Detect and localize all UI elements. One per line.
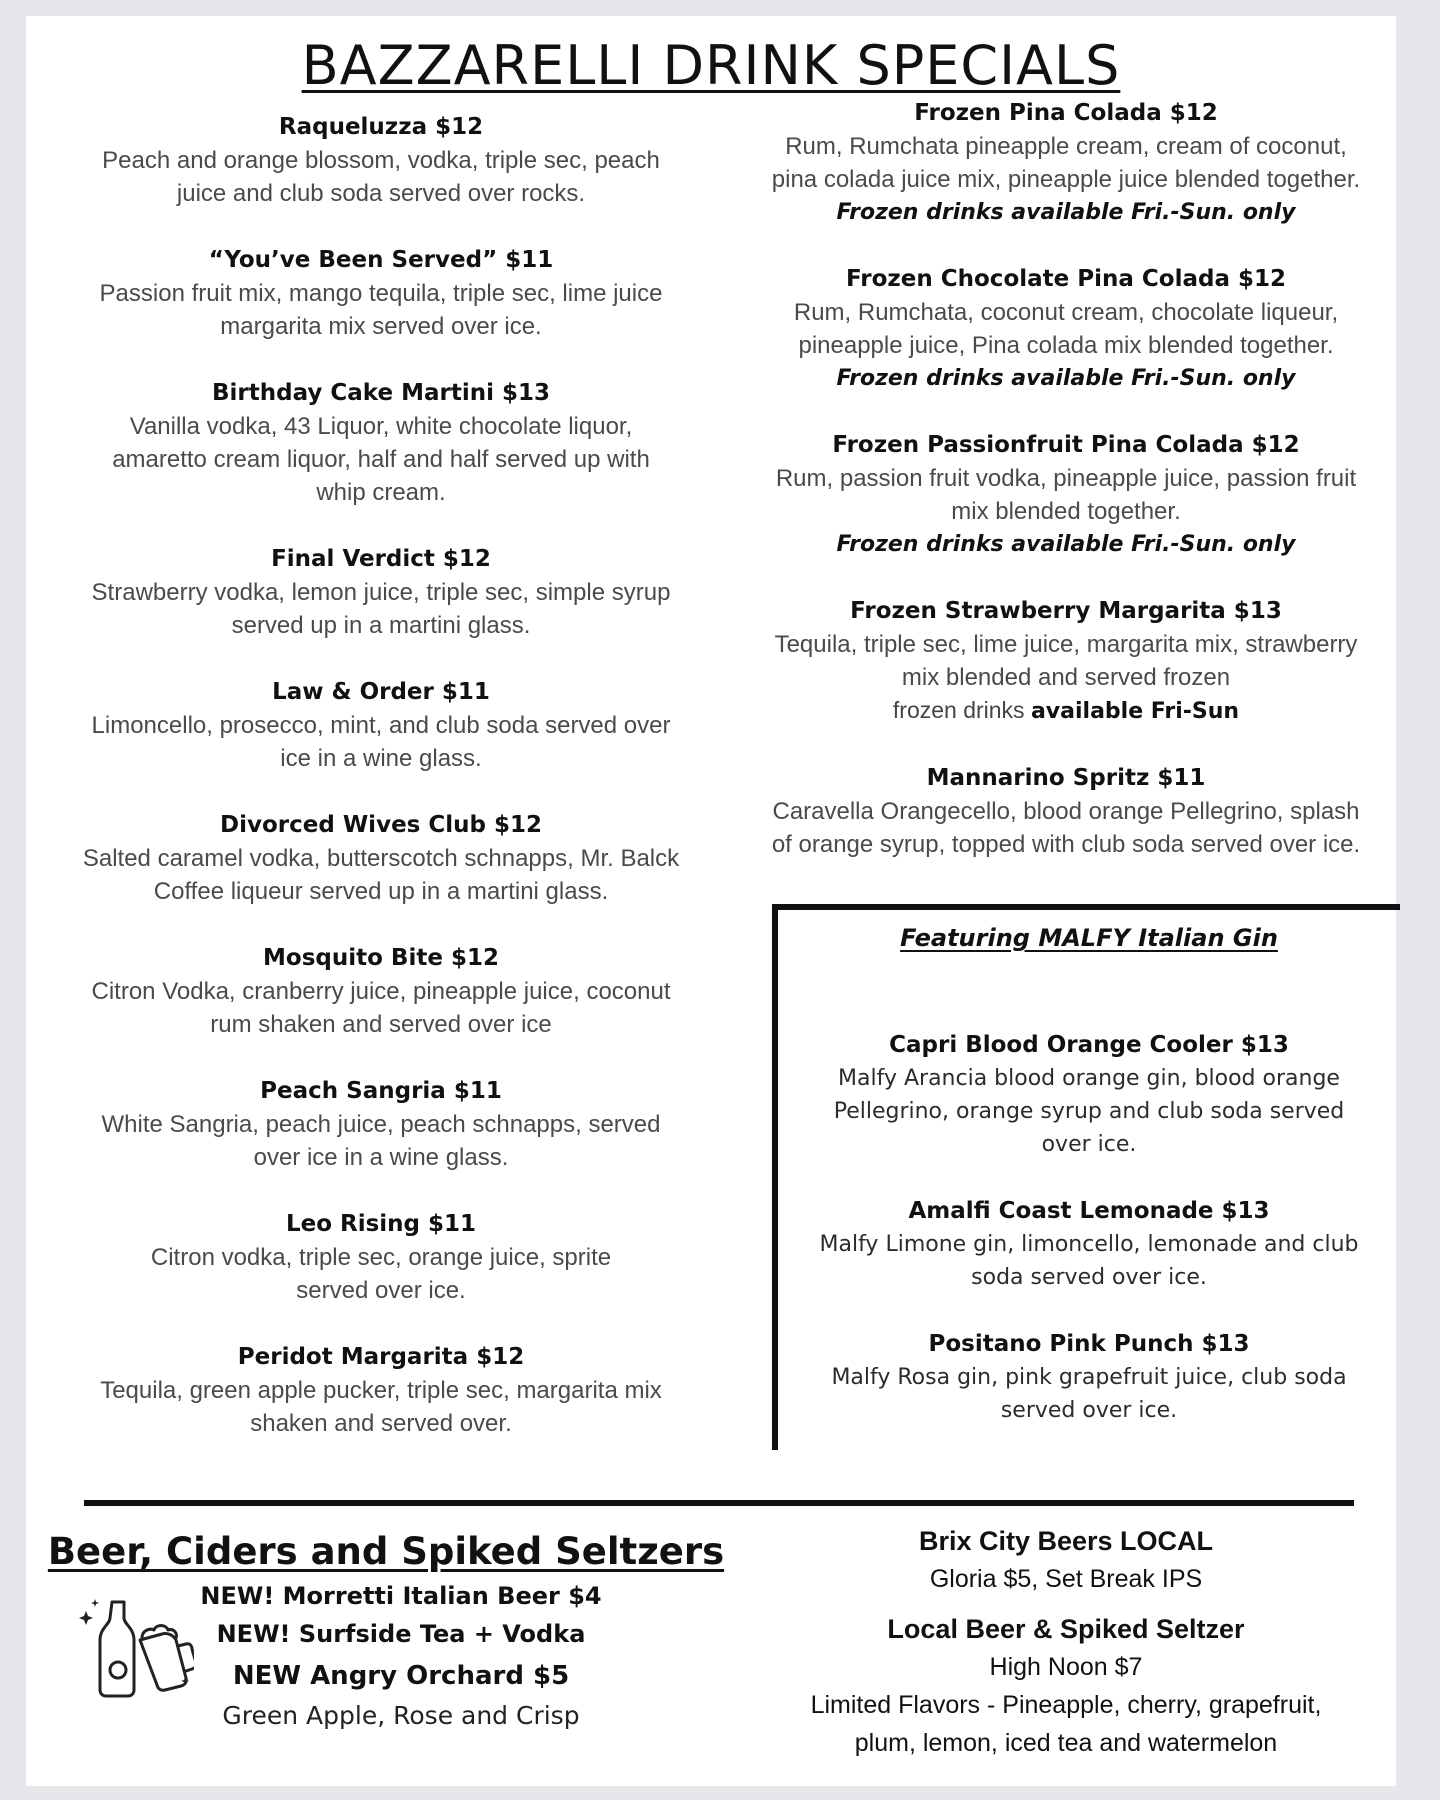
drink-description-line: margarita mix served over ice. — [220, 313, 542, 340]
malfy-gin-section — [772, 904, 1400, 1450]
brix-city-heading: Brix City Beers LOCAL — [918, 1526, 1214, 1556]
drink-name: Law & Order $11 — [272, 679, 490, 705]
right-drink-column — [756, 96, 1376, 894]
drink-item — [66, 1207, 696, 1307]
drink-name: Divorced Wives Club $12 — [220, 812, 542, 838]
drink-description-line: soda served over ice. — [971, 1265, 1207, 1290]
malfy-header: Featuring MALFY Italian Gin — [900, 924, 1278, 952]
beer-section-title: Beer, Ciders and Spiked Seltzers — [47, 1530, 725, 1573]
availability-note: Frozen drinks available Fri.-Sun. only — [836, 532, 1296, 557]
drink-description-line: Rum, passion fruit vodka, pineapple juice, passion fruit — [775, 465, 1357, 492]
drink-item — [66, 808, 696, 908]
beer-item-angry-orchard-flavors: Green Apple, Rose and Crisp — [222, 1701, 580, 1730]
drink-name: Final Verdict $12 — [271, 546, 491, 572]
drink-item — [66, 243, 696, 343]
drink-description-line: Tequila, green apple pucker, triple sec, margarita mix — [100, 1377, 662, 1404]
drink-description-line: over ice in a wine glass. — [253, 1144, 509, 1171]
drink-description-line: Caravella Orangecello, blood orange Pellegrino, splash — [772, 798, 1360, 825]
drink-description-line: served over ice. — [296, 1277, 466, 1304]
drink-description-line: mix blended together. — [951, 498, 1181, 525]
drink-description-line: Limoncello, prosecco, mint, and club soda served over — [91, 712, 671, 739]
drink-description-line: Malfy Limone gin, limoncello, lemonade and club — [819, 1232, 1359, 1257]
drink-description-line: Rum, Rumchata, coconut cream, chocolate liqueur, — [793, 299, 1339, 326]
local-seltzer-heading: Local Beer & Spiked Seltzer — [887, 1614, 1245, 1644]
drink-name: “You’ve Been Served” $11 — [208, 247, 554, 273]
drink-name: Mannarino Spritz $11 — [926, 765, 1206, 791]
drink-description-line: Tequila, triple sec, lime juice, margarita mix, strawberry — [774, 631, 1358, 658]
drink-item — [66, 1340, 696, 1440]
drink-name: Mosquito Bite $12 — [263, 945, 499, 971]
drink-description-line: Salted caramel vodka, butterscotch schnapps, Mr. Balck — [82, 845, 680, 872]
drink-description-line: of orange syrup, topped with club soda served over ice. — [771, 831, 1361, 858]
limited-flavors-line2: plum, lemon, iced tea and watermelon — [854, 1729, 1278, 1757]
availability-note-plain: frozen drinks — [892, 697, 1031, 723]
drink-item — [756, 428, 1376, 561]
menu-title — [26, 34, 1396, 97]
drink-description-line: mix blended and served frozen — [901, 664, 1231, 691]
beer-item-surfside: NEW! Surfside Tea + Vodka — [216, 1620, 586, 1648]
availability-note-bold: available Fri-Sun — [1030, 699, 1240, 724]
drink-description-line: Strawberry vodka, lemon juice, triple sec, simple syrup — [91, 579, 671, 606]
high-noon-price: High Noon $7 — [989, 1653, 1143, 1681]
drink-item — [778, 1194, 1400, 1294]
brix-city-beers: Gloria $5, Set Break IPS — [929, 1565, 1203, 1593]
drink-description-line: amaretto cream liquor, half and half served up with — [112, 446, 650, 473]
section-divider — [84, 1500, 1354, 1506]
drink-description-line: served over ice. — [1000, 1398, 1178, 1423]
drink-name: Frozen Pina Colada $12 — [914, 100, 1218, 126]
drink-item — [66, 675, 696, 775]
drink-name: Frozen Strawberry Margarita $13 — [850, 598, 1282, 624]
drink-item — [66, 941, 696, 1041]
drink-name: Positano Pink Punch $13 — [928, 1331, 1250, 1357]
drink-description-line: Pellegrino, orange syrup and club soda served — [833, 1099, 1345, 1124]
drink-description-line: pina colada juice mix, pineapple juice blended together. — [771, 166, 1361, 193]
drink-item — [66, 1074, 696, 1174]
drink-item — [756, 262, 1376, 395]
beer-item-angry-orchard: NEW Angry Orchard $5 — [232, 1661, 570, 1691]
drink-item — [66, 110, 696, 210]
availability-note: Frozen drinks available Fri.-Sun. only — [836, 366, 1296, 391]
local-beer-section — [766, 1522, 1366, 1762]
drink-description-line: Vanilla vodka, 43 Liquor, white chocolate liquor, — [129, 413, 633, 440]
drink-description-line: Malfy Rosa gin, pink grapefruit juice, club soda — [831, 1365, 1347, 1390]
drink-description-line: over ice. — [1041, 1132, 1137, 1157]
drink-description-line: pineapple juice, Pina colada mix blended together. — [798, 332, 1334, 359]
drink-item — [66, 376, 696, 509]
drink-description-line: Coffee liqueur served up in a martini glass. — [153, 878, 609, 905]
drink-name: Capri Blood Orange Cooler $13 — [889, 1032, 1289, 1058]
drink-description-line: shaken and served over. — [250, 1410, 512, 1437]
drink-description-line: Rum, Rumchata pineapple cream, cream of coconut, — [785, 133, 1347, 160]
beer-item-morretti: NEW! Morretti Italian Beer $4 — [200, 1582, 602, 1610]
drink-name: Leo Rising $11 — [285, 1211, 477, 1237]
drink-item — [778, 1028, 1400, 1161]
drink-description-line: Citron vodka, triple sec, orange juice, sprite — [150, 1244, 612, 1271]
drink-item — [66, 542, 696, 642]
drink-description-line: juice and club soda served over rocks. — [176, 180, 586, 207]
drink-description-line: White Sangria, peach juice, peach schnapps, served — [101, 1111, 661, 1138]
drink-description-line: whip cream. — [316, 479, 446, 506]
drink-item — [778, 1327, 1400, 1427]
beer-section — [47, 1530, 766, 1733]
availability-note: Frozen drinks available Fri.-Sun. only — [836, 200, 1296, 225]
drink-name: Frozen Chocolate Pina Colada $12 — [846, 266, 1286, 292]
drink-name: Frozen Passionfruit Pina Colada $12 — [832, 432, 1300, 458]
malfy-items — [778, 1028, 1400, 1427]
drink-item — [756, 96, 1376, 229]
menu-title-text: BAZZARELLI DRINK SPECIALS — [301, 34, 1121, 97]
drink-name: Peach Sangria $11 — [260, 1078, 502, 1104]
availability-note — [756, 694, 1376, 728]
drink-item — [756, 594, 1376, 728]
drink-description-line: ice in a wine glass. — [280, 745, 482, 772]
drink-description-line: served up in a martini glass. — [231, 612, 531, 639]
drink-description-line: rum shaken and served over ice — [210, 1011, 552, 1038]
menu-page — [26, 16, 1396, 1786]
drink-description-line: Malfy Arancia blood orange gin, blood orange — [838, 1066, 1340, 1091]
limited-flavors-line1: Limited Flavors - Pineapple, cherry, grapefruit, — [810, 1691, 1322, 1719]
drink-description-line: Peach and orange blossom, vodka, triple sec, peach — [102, 147, 660, 174]
drink-description-line: Citron Vodka, cranberry juice, pineapple juice, coconut — [91, 978, 671, 1005]
drink-description-line: Passion fruit mix, mango tequila, triple sec, lime juice — [99, 280, 663, 307]
drink-name: Raqueluzza $12 — [278, 114, 484, 140]
drink-name: Birthday Cake Martini $13 — [212, 380, 550, 406]
drink-item — [756, 761, 1376, 861]
left-drink-column — [66, 110, 696, 1473]
drink-name: Peridot Margarita $12 — [237, 1344, 525, 1370]
drink-name: Amalfi Coast Lemonade $13 — [908, 1198, 1270, 1224]
